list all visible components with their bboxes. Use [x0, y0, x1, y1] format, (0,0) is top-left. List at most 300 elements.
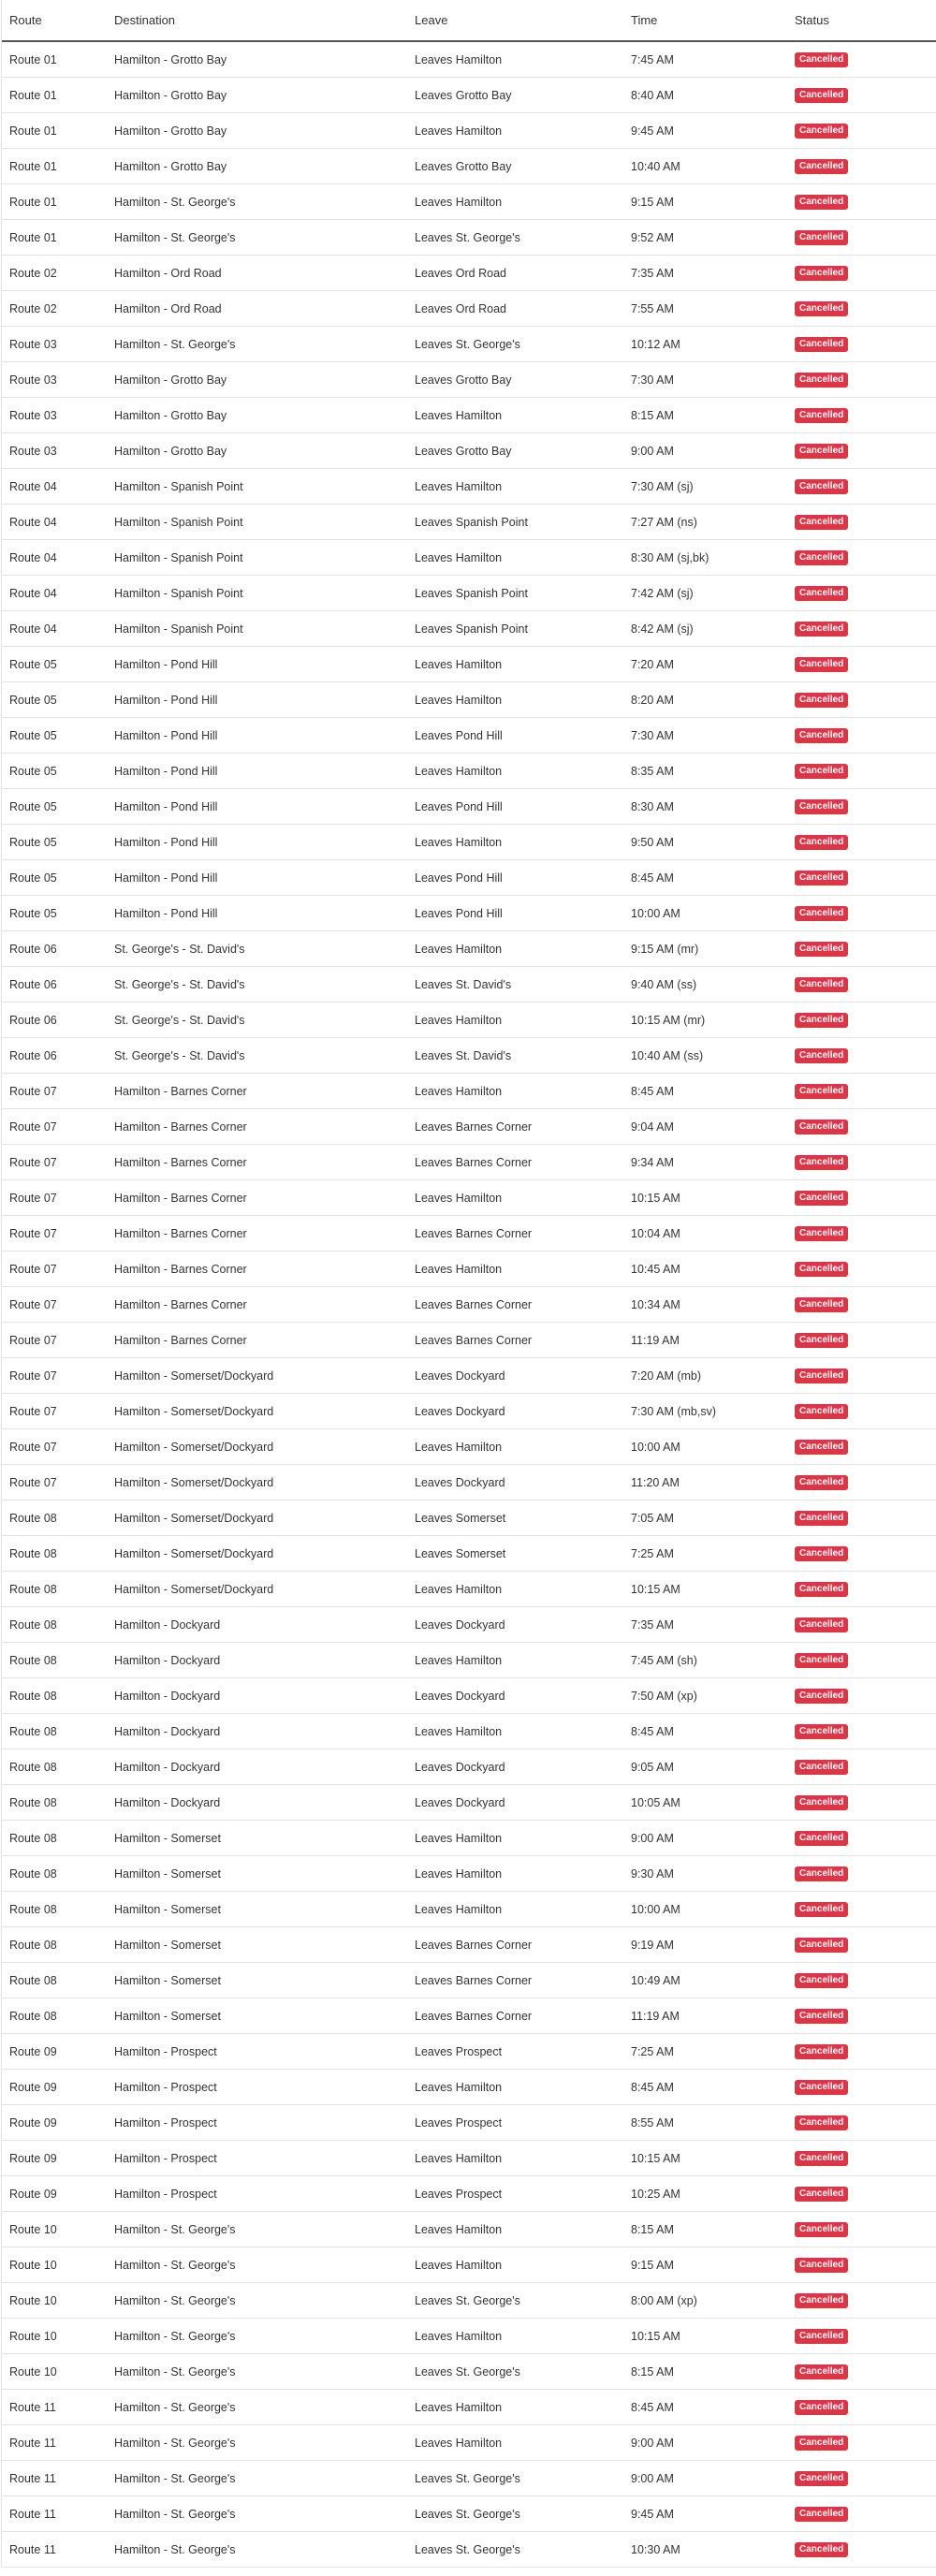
destination-cell: Hamilton - Barnes Corner — [114, 1333, 247, 1347]
destination-cell: Hamilton - Pond Hill — [114, 799, 218, 813]
leave-cell: Leaves Hamilton — [415, 1902, 503, 1916]
time-cell: 8:55 AM — [631, 2115, 674, 2130]
table-row — [2, 718, 936, 754]
table-row — [2, 2354, 936, 2390]
destination-cell: Hamilton - Barnes Corner — [114, 1262, 247, 1276]
leave-cell: Leaves Hamilton — [415, 2400, 503, 2414]
leave-cell: Leaves Barnes Corner — [415, 1297, 533, 1311]
time-cell: 10:12 AM — [631, 337, 680, 351]
time-cell: 7:25 AM — [631, 1546, 674, 1560]
status-cell — [785, 2506, 936, 2522]
route-cell: Route 05 — [9, 728, 57, 742]
status-cell — [785, 336, 936, 352]
status-badge: Cancelled — [795, 550, 848, 565]
status-cell — [785, 2328, 936, 2344]
table-row — [2, 860, 936, 896]
destination-cell: Hamilton - Barnes Corner — [114, 1297, 247, 1311]
table-row — [2, 647, 936, 682]
time-cell: 10:25 AM — [631, 2187, 680, 2201]
header-status[interactable]: Status — [795, 13, 829, 27]
leave-cell: Leaves Dockyard — [415, 1404, 505, 1418]
status-badge: Cancelled — [795, 1866, 848, 1881]
destination-cell: Hamilton - Pond Hill — [114, 871, 218, 885]
table-row — [2, 611, 936, 647]
destination-cell: Hamilton - Dockyard — [114, 1795, 221, 1809]
table-row — [2, 1785, 936, 1821]
status-badge: Cancelled — [795, 2115, 848, 2130]
time-cell: 9:00 AM — [631, 444, 674, 458]
table-row — [2, 1109, 936, 1145]
route-cell: Route 08 — [9, 1724, 57, 1738]
status-badge: Cancelled — [795, 1511, 848, 1526]
time-cell: 10:00 AM — [631, 1440, 680, 1454]
leave-cell: Leaves Hamilton — [415, 1866, 503, 1881]
route-cell: Route 09 — [9, 2115, 57, 2130]
leave-cell: Leaves Prospect — [415, 2115, 503, 2130]
leave-cell: Leaves Hamilton — [415, 1653, 503, 1667]
status-cell — [785, 870, 936, 886]
destination-cell: Hamilton - Somerset — [114, 1831, 221, 1845]
status-cell — [785, 798, 936, 814]
status-cell — [785, 763, 936, 779]
status-cell — [785, 478, 936, 494]
destination-cell: Hamilton - Grotto Bay — [114, 88, 227, 102]
leave-cell: Leaves Grotto Bay — [415, 88, 512, 102]
table-row — [2, 2141, 936, 2176]
destination-cell: Hamilton - Prospect — [114, 2187, 217, 2201]
destination-cell: Hamilton - Ord Road — [114, 266, 222, 280]
status-badge: Cancelled — [795, 2187, 848, 2202]
destination-cell: Hamilton - Grotto Bay — [114, 52, 227, 66]
route-cell: Route 07 — [9, 1404, 57, 1418]
leave-cell: Leaves Grotto Bay — [415, 444, 512, 458]
status-cell — [785, 549, 936, 565]
route-cell: Route 05 — [9, 871, 57, 885]
leave-cell: Leaves Hamilton — [415, 2151, 503, 2165]
status-badge: Cancelled — [795, 2293, 848, 2308]
route-cell: Route 05 — [9, 693, 57, 707]
status-cell — [785, 1688, 936, 1704]
time-cell: 7:50 AM (xp) — [631, 1689, 697, 1703]
route-cell: Route 04 — [9, 622, 57, 636]
leave-cell: Leaves Hamilton — [415, 1724, 503, 1738]
status-badge: Cancelled — [795, 657, 848, 672]
destination-cell: Hamilton - Spanish Point — [114, 479, 243, 493]
leave-cell: Leaves Barnes Corner — [415, 1155, 533, 1169]
table-row — [2, 1998, 936, 2034]
leave-cell: Leaves Hamilton — [415, 408, 503, 422]
status-cell — [785, 2079, 936, 2095]
status-cell — [785, 1545, 936, 1561]
status-badge: Cancelled — [795, 1440, 848, 1455]
destination-cell: Hamilton - Spanish Point — [114, 586, 243, 600]
leave-cell: Leaves Dockyard — [415, 1760, 505, 1774]
table-row — [2, 149, 936, 184]
status-badge: Cancelled — [795, 1084, 848, 1099]
leave-cell: Leaves Hamilton — [415, 1831, 503, 1845]
status-cell — [785, 1083, 936, 1099]
table-row — [2, 433, 936, 469]
route-cell: Route 09 — [9, 2151, 57, 2165]
table-row — [2, 2105, 936, 2141]
status-badge: Cancelled — [795, 1689, 848, 1704]
route-cell: Route 01 — [9, 88, 57, 102]
destination-cell: Hamilton - St. George's — [114, 2293, 236, 2307]
time-cell: 10:45 AM — [631, 1262, 680, 1276]
destination-cell: Hamilton - St. George's — [114, 2329, 236, 2343]
time-cell: 7:30 AM — [631, 728, 674, 742]
destination-cell: Hamilton - Somerset/Dockyard — [114, 1404, 274, 1418]
status-cell — [785, 51, 936, 67]
status-badge: Cancelled — [795, 799, 848, 814]
table-row — [2, 1821, 936, 1856]
table-row — [2, 576, 936, 611]
destination-cell: Hamilton - Somerset/Dockyard — [114, 1511, 274, 1525]
status-cell — [785, 1723, 936, 1739]
route-cell: Route 01 — [9, 195, 57, 209]
status-badge: Cancelled — [795, 124, 848, 139]
destination-cell: Hamilton - St. George's — [114, 337, 236, 351]
destination-cell: Hamilton - Pond Hill — [114, 764, 218, 778]
table-row — [2, 327, 936, 362]
status-badge: Cancelled — [795, 1582, 848, 1597]
leave-cell: Leaves Hamilton — [415, 693, 503, 707]
status-badge: Cancelled — [795, 1795, 848, 1810]
leave-cell: Leaves Hamilton — [415, 835, 503, 849]
destination-cell: Hamilton - Dockyard — [114, 1760, 221, 1774]
table-row — [2, 1963, 936, 1998]
status-badge: Cancelled — [795, 2258, 848, 2273]
time-cell: 7:30 AM — [631, 373, 674, 387]
status-badge: Cancelled — [795, 2009, 848, 2024]
time-cell: 9:00 AM — [631, 2436, 674, 2450]
status-cell — [785, 1439, 936, 1455]
status-cell — [785, 1901, 936, 1917]
destination-cell: Hamilton - Barnes Corner — [114, 1155, 247, 1169]
time-cell: 10:05 AM — [631, 1795, 680, 1809]
status-badge: Cancelled — [795, 1404, 848, 1419]
table-row — [2, 2532, 936, 2568]
leave-cell: Leaves Hamilton — [415, 942, 503, 956]
status-badge: Cancelled — [795, 479, 848, 494]
destination-cell: Hamilton - Somerset — [114, 1973, 221, 1987]
table-row — [2, 1429, 936, 1465]
route-cell: Route 08 — [9, 1582, 57, 1596]
route-cell: Route 10 — [9, 2222, 57, 2236]
status-badge: Cancelled — [795, 1120, 848, 1134]
destination-cell: Hamilton - Grotto Bay — [114, 159, 227, 173]
status-badge: Cancelled — [795, 1902, 848, 1917]
leave-cell: Leaves St. George's — [415, 2293, 520, 2307]
destination-cell: Hamilton - Somerset/Dockyard — [114, 1368, 274, 1383]
destination-cell: Hamilton - Somerset/Dockyard — [114, 1582, 274, 1596]
route-cell: Route 08 — [9, 1795, 57, 1809]
route-cell: Route 02 — [9, 301, 57, 315]
table-row — [2, 220, 936, 256]
table-row — [2, 2070, 936, 2105]
status-badge: Cancelled — [795, 871, 848, 886]
status-cell — [785, 1332, 936, 1348]
status-badge: Cancelled — [795, 230, 848, 245]
status-cell — [785, 1830, 936, 1846]
status-cell — [785, 1866, 936, 1881]
leave-cell: Leaves St. David's — [415, 977, 512, 991]
time-cell: 8:15 AM — [631, 2364, 674, 2378]
status-cell — [785, 514, 936, 530]
table-row — [2, 291, 936, 327]
status-badge: Cancelled — [795, 1724, 848, 1739]
time-cell: 10:40 AM (ss) — [631, 1048, 704, 1062]
destination-cell: Hamilton - Barnes Corner — [114, 1084, 247, 1098]
leave-cell: Leaves Ord Road — [415, 301, 506, 315]
route-cell: Route 03 — [9, 408, 57, 422]
table-row — [2, 1536, 936, 1572]
table-row — [2, 1323, 936, 1358]
leave-cell: Leaves Hamilton — [415, 2329, 503, 2343]
time-cell: 7:20 AM (mb) — [631, 1368, 702, 1383]
time-cell: 9:00 AM — [631, 1831, 674, 1845]
table-row — [2, 78, 936, 113]
status-badge: Cancelled — [795, 2222, 848, 2237]
destination-cell: Hamilton - St. George's — [114, 2400, 236, 2414]
time-cell: 11:19 AM — [631, 1333, 680, 1347]
table-row — [2, 1678, 936, 1714]
time-cell: 10:15 AM — [631, 1582, 680, 1596]
status-cell — [785, 1012, 936, 1028]
route-cell: Route 04 — [9, 550, 57, 564]
leave-cell: Leaves Hamilton — [415, 1440, 503, 1454]
header-route[interactable]: Route — [9, 13, 42, 27]
status-cell — [785, 905, 936, 921]
table-row — [2, 1003, 936, 1038]
status-cell — [785, 2043, 936, 2059]
time-cell: 7:42 AM (sj) — [631, 586, 694, 600]
table-row — [2, 184, 936, 220]
header-destination[interactable]: Destination — [114, 13, 176, 27]
status-badge: Cancelled — [795, 1617, 848, 1632]
table-row — [2, 1643, 936, 1678]
status-cell — [785, 1474, 936, 1490]
status-cell — [785, 87, 936, 103]
table-row — [2, 1216, 936, 1251]
leave-cell: Leaves Prospect — [415, 2044, 503, 2058]
leave-cell: Leaves Somerset — [415, 1546, 506, 1560]
status-cell — [785, 1937, 936, 1953]
route-cell: Route 06 — [9, 942, 57, 956]
status-cell — [785, 2008, 936, 2024]
status-cell — [785, 2399, 936, 2415]
time-cell: 7:45 AM — [631, 52, 674, 66]
leave-cell: Leaves Grotto Bay — [415, 159, 512, 173]
time-cell: 9:30 AM — [631, 1866, 674, 1881]
destination-cell: Hamilton - St. George's — [114, 2436, 236, 2450]
time-cell: 7:35 AM — [631, 1617, 674, 1632]
destination-cell: Hamilton - Spanish Point — [114, 550, 243, 564]
leave-cell: Leaves St. David's — [415, 1048, 512, 1062]
status-badge: Cancelled — [795, 1191, 848, 1206]
leave-cell: Leaves Ord Road — [415, 266, 506, 280]
destination-cell: Hamilton - St. George's — [114, 195, 236, 209]
route-cell: Route 06 — [9, 1013, 57, 1027]
route-cell: Route 08 — [9, 1689, 57, 1703]
time-cell: 9:50 AM — [631, 835, 674, 849]
route-cell: Route 08 — [9, 1653, 57, 1667]
table-row — [2, 1856, 936, 1892]
route-cell: Route 10 — [9, 2258, 57, 2272]
status-cell — [785, 941, 936, 957]
destination-cell: St. George's - St. David's — [114, 1048, 245, 1062]
status-badge: Cancelled — [795, 2329, 848, 2344]
route-cell: Route 07 — [9, 1084, 57, 1098]
status-badge: Cancelled — [795, 373, 848, 388]
destination-cell: Hamilton - Somerset/Dockyard — [114, 1475, 274, 1489]
status-badge: Cancelled — [795, 586, 848, 601]
status-badge: Cancelled — [795, 266, 848, 281]
route-cell: Route 07 — [9, 1333, 57, 1347]
destination-cell: Hamilton - Somerset — [114, 1938, 221, 1952]
status-badge: Cancelled — [795, 2507, 848, 2522]
status-badge: Cancelled — [795, 2080, 848, 2095]
route-cell: Route 08 — [9, 1831, 57, 1845]
route-cell: Route 05 — [9, 799, 57, 813]
status-badge: Cancelled — [795, 1333, 848, 1348]
destination-cell: Hamilton - Dockyard — [114, 1724, 221, 1738]
destination-cell: Hamilton - St. George's — [114, 2364, 236, 2378]
route-cell: Route 11 — [9, 2507, 56, 2521]
header-time[interactable]: Time — [631, 13, 658, 27]
destination-cell: Hamilton - St. George's — [114, 2542, 236, 2556]
leave-cell: Leaves Grotto Bay — [415, 373, 512, 387]
destination-cell: Hamilton - Pond Hill — [114, 835, 218, 849]
header-leave[interactable]: Leave — [415, 13, 448, 27]
status-cell — [785, 1403, 936, 1419]
status-badge: Cancelled — [795, 1546, 848, 1561]
status-badge: Cancelled — [795, 764, 848, 779]
table-row — [2, 256, 936, 291]
time-cell: 10:40 AM — [631, 159, 680, 173]
time-cell: 10:30 AM — [631, 2542, 680, 2556]
time-cell: 8:30 AM — [631, 799, 674, 813]
status-cell — [785, 2435, 936, 2451]
route-cell: Route 08 — [9, 1511, 57, 1525]
status-badge: Cancelled — [795, 942, 848, 957]
route-cell: Route 08 — [9, 1546, 57, 1560]
route-cell: Route 01 — [9, 52, 57, 66]
time-cell: 10:15 AM — [631, 2151, 680, 2165]
status-cell — [785, 229, 936, 245]
time-cell: 8:45 AM — [631, 871, 674, 885]
status-cell — [785, 2470, 936, 2486]
table-row — [2, 2461, 936, 2496]
status-badge: Cancelled — [795, 2542, 848, 2557]
leave-cell: Leaves St. George's — [415, 230, 520, 244]
status-cell — [785, 2150, 936, 2166]
route-cell: Route 08 — [9, 1973, 57, 1987]
leave-cell: Leaves Hamilton — [415, 52, 503, 66]
table-row — [2, 896, 936, 931]
route-cell: Route 11 — [9, 2542, 56, 2556]
destination-cell: Hamilton - Pond Hill — [114, 657, 218, 671]
destination-cell: St. George's - St. David's — [114, 977, 245, 991]
time-cell: 8:45 AM — [631, 1724, 674, 1738]
status-cell — [785, 1794, 936, 1810]
time-cell: 10:15 AM — [631, 1191, 680, 1205]
table-row — [2, 1500, 936, 1536]
status-badge: Cancelled — [795, 1938, 848, 1953]
time-cell: 9:05 AM — [631, 1760, 674, 1774]
status-badge: Cancelled — [795, 1226, 848, 1241]
status-cell — [785, 1972, 936, 1988]
destination-cell: Hamilton - Barnes Corner — [114, 1226, 247, 1240]
status-badge: Cancelled — [795, 1048, 848, 1063]
status-cell — [785, 1225, 936, 1241]
destination-cell: Hamilton - Barnes Corner — [114, 1191, 247, 1205]
status-cell — [785, 1368, 936, 1383]
time-cell: 8:42 AM (sj) — [631, 622, 694, 636]
status-cell — [785, 1047, 936, 1063]
time-cell: 10:00 AM — [631, 906, 680, 920]
time-cell: 9:00 AM — [631, 2471, 674, 2485]
status-badge: Cancelled — [795, 88, 848, 103]
destination-cell: Hamilton - St. George's — [114, 2258, 236, 2272]
route-cell: Route 09 — [9, 2187, 57, 2201]
table-row — [2, 113, 936, 149]
leave-cell: Leaves Hamilton — [415, 2080, 503, 2094]
table-row — [2, 1572, 936, 1607]
destination-cell: Hamilton - Grotto Bay — [114, 124, 227, 138]
destination-cell: Hamilton - Ord Road — [114, 301, 222, 315]
status-cell — [785, 1296, 936, 1312]
time-cell: 8:15 AM — [631, 2222, 674, 2236]
destination-cell: Hamilton - Pond Hill — [114, 728, 218, 742]
status-badge: Cancelled — [795, 195, 848, 210]
status-cell — [785, 656, 936, 672]
leave-cell: Leaves St. George's — [415, 2507, 520, 2521]
time-cell: 9:45 AM — [631, 2507, 674, 2521]
destination-cell: St. George's - St. David's — [114, 942, 245, 956]
status-cell — [785, 158, 936, 174]
status-badge: Cancelled — [795, 301, 848, 316]
status-badge: Cancelled — [795, 2044, 848, 2059]
route-cell: Route 07 — [9, 1120, 57, 1134]
time-cell: 9:40 AM (ss) — [631, 977, 697, 991]
route-cell: Route 03 — [9, 337, 57, 351]
status-badge: Cancelled — [795, 1155, 848, 1170]
destination-cell: Hamilton - Somerset — [114, 1902, 221, 1916]
time-cell: 11:20 AM — [631, 1475, 680, 1489]
table-row — [2, 469, 936, 505]
status-cell — [785, 2541, 936, 2557]
time-cell: 7:30 AM (sj) — [631, 479, 694, 493]
route-cell: Route 07 — [9, 1191, 57, 1205]
time-cell: 9:04 AM — [631, 1120, 674, 1134]
leave-cell: Leaves Dockyard — [415, 1689, 505, 1703]
status-cell — [785, 834, 936, 850]
route-cell: Route 06 — [9, 1048, 57, 1062]
table-row — [2, 1074, 936, 1109]
table-row — [2, 362, 936, 398]
leave-cell: Leaves St. George's — [415, 2364, 520, 2378]
time-cell: 10:49 AM — [631, 1973, 680, 1987]
time-cell: 9:34 AM — [631, 1155, 674, 1169]
leave-cell: Leaves Hamilton — [415, 1262, 503, 1276]
route-cell: Route 08 — [9, 1866, 57, 1881]
destination-cell: Hamilton - St. George's — [114, 2222, 236, 2236]
status-cell — [785, 1510, 936, 1526]
time-cell: 9:45 AM — [631, 124, 674, 138]
time-cell: 7:25 AM — [631, 2044, 674, 2058]
table-row — [2, 789, 936, 825]
